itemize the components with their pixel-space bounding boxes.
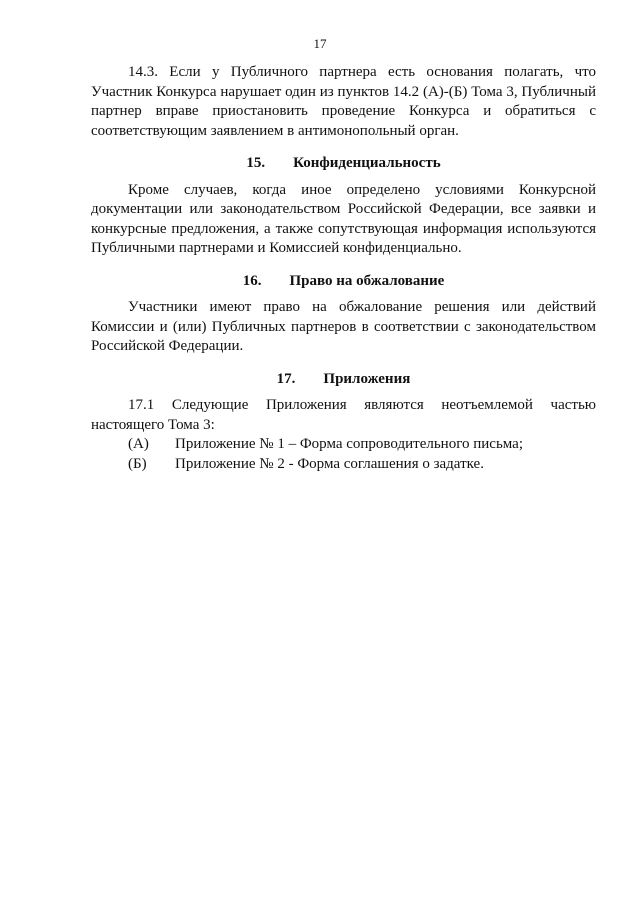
section-16-paragraph: Участники имеют право на обжалование решения или действий Комиссии и (или) Публичных партнеров в соответствии с законодательством Российской Федерации. (91, 299, 596, 354)
list-marker: (А) (128, 436, 149, 452)
list-marker: (Б) (128, 455, 147, 472)
section-17-heading (91, 370, 596, 390)
section-15-number: 15. (246, 155, 266, 171)
appendix-list-item (91, 455, 596, 475)
clause-17-1: 17.1 Следующие Приложения являются неотъемлемой частью настоящего Тома 3: (91, 397, 596, 433)
document-body (91, 63, 596, 474)
list-item-text: Приложение № 1 – Форма сопроводительного письма; (175, 436, 523, 452)
list-item-text: Приложение № 2 - Форма соглашения о задатке. (175, 455, 484, 472)
section-15-heading (91, 154, 596, 174)
section-16-number: 16. (242, 272, 262, 289)
section-16-heading (91, 272, 596, 292)
appendix-list-item (91, 435, 596, 455)
section-17-number: 17. (276, 370, 296, 387)
section-17-title: Приложения (323, 370, 411, 387)
page-number: 17 (313, 36, 327, 51)
section-15-title: Конфиденциальность (293, 155, 441, 171)
clause-14-3: 14.3. Если у Публичного партнера есть основания полагать, что Участник Конкурса нарушает один из пунктов 14.2 (А)-(Б) Тома 3, Публичный партнер вправе приостановить проведение Конкурса и обратиться с соответствующим заявлением в антимонопольный орган. (91, 64, 596, 139)
section-15-paragraph: Кроме случаев, когда иное определено условиями Конкурсной документации или законодательством Российской Федерации, все заявки и конкурсные предложения, а также сопутствующая информация используются Публичными партнерами и Комиссией конфиденциально. (91, 181, 596, 256)
section-16-title: Право на обжалование (289, 272, 445, 289)
